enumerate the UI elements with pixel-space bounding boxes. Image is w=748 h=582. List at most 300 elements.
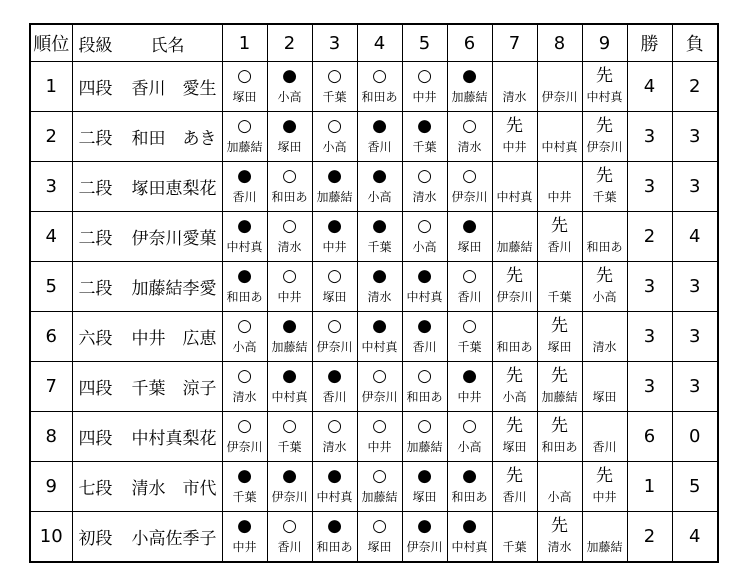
round-cell (492, 162, 537, 212)
player-name: 中村真梨花 (131, 429, 217, 449)
player-name-wrap (79, 474, 217, 499)
result-mark: ● (372, 266, 387, 286)
round-cell (222, 462, 267, 512)
round-cell (267, 62, 312, 112)
opponent-name: 清水 (502, 90, 527, 104)
result-mark: ○ (327, 266, 342, 286)
player-name-cell (72, 62, 222, 112)
result-mark: ○ (372, 66, 387, 86)
result-mark: ○ (282, 416, 297, 436)
rank-cell: 6 (30, 312, 72, 362)
round-cell (357, 462, 402, 512)
result-mark (538, 113, 582, 137)
opponent-name: 中村真 (451, 540, 488, 554)
round-cell (222, 112, 267, 162)
opponent-name: 中井 (547, 190, 572, 204)
result-mark: 先 (551, 366, 568, 386)
result-mark: 先 (551, 216, 568, 236)
result-mark: ○ (372, 416, 387, 436)
rank-cell: 1 (30, 62, 72, 112)
dan-label: 二段 (78, 129, 113, 149)
header-round-9: 9 (582, 24, 627, 62)
result-mark (538, 463, 582, 487)
opponent-name: 塚田 (277, 140, 302, 154)
round-cell (312, 262, 357, 312)
round-cell (447, 312, 492, 362)
opponent-name: 中村真 (361, 340, 398, 354)
player-name-cell (72, 412, 222, 462)
round-cell (402, 512, 447, 563)
round-cell (402, 312, 447, 362)
round-cell (357, 62, 402, 112)
opponent-name: 小高 (322, 140, 347, 154)
round-cell (357, 412, 402, 462)
round-cell (222, 412, 267, 462)
round-cell (357, 212, 402, 262)
result-mark: ○ (462, 416, 477, 436)
opponent-name: 和田あ (496, 340, 533, 354)
opponent-name: 伊奈川 (226, 440, 263, 454)
round-cell (357, 262, 402, 312)
header-round-6: 6 (447, 24, 492, 62)
wins-cell: 4 (627, 62, 672, 112)
opponent-name: 小高 (232, 340, 257, 354)
opponent-name: 千葉 (547, 290, 572, 304)
player-name: 香川 愛生 (131, 79, 217, 99)
opponent-name: 塚田 (232, 90, 257, 104)
round-cell (492, 362, 537, 412)
losses-cell: 3 (672, 112, 718, 162)
player-name-cell (72, 512, 222, 563)
round-cell (267, 362, 312, 412)
opponent-name: 香川 (367, 140, 392, 154)
opponent-name: 清水 (592, 340, 617, 354)
round-cell (492, 62, 537, 112)
result-mark (583, 313, 627, 337)
round-cell (402, 162, 447, 212)
header-dan: 段級 (78, 35, 113, 56)
opponent-name: 加藤結 (361, 490, 398, 504)
dan-label: 二段 (78, 179, 113, 199)
round-cell (537, 512, 582, 563)
opponent-name: 塚田 (547, 340, 572, 354)
round-cell (492, 112, 537, 162)
round-cell (492, 462, 537, 512)
result-mark: ● (282, 316, 297, 336)
result-mark: ○ (282, 266, 297, 286)
opponent-name: 清水 (322, 440, 347, 454)
round-cell (222, 512, 267, 563)
round-cell (492, 212, 537, 262)
rank-cell: 5 (30, 262, 72, 312)
header-round-2: 2 (267, 24, 312, 62)
round-cell (582, 362, 627, 412)
result-mark: ○ (417, 366, 432, 386)
losses-cell: 0 (672, 412, 718, 462)
round-cell (402, 112, 447, 162)
result-mark: ○ (282, 516, 297, 536)
player-row (30, 412, 718, 462)
round-cell (312, 462, 357, 512)
result-mark: ○ (417, 66, 432, 86)
round-cell (582, 412, 627, 462)
result-mark (583, 213, 627, 237)
opponent-name: 清水 (277, 240, 302, 254)
opponent-name: 加藤結 (586, 540, 623, 554)
result-mark: ● (237, 216, 252, 236)
opponent-name: 中村真 (316, 490, 353, 504)
dan-label: 二段 (78, 279, 113, 299)
result-mark: 先 (506, 266, 523, 286)
rank-cell: 3 (30, 162, 72, 212)
header-name: 氏名 (150, 35, 185, 56)
player-name-cell (72, 362, 222, 412)
opponent-name: 千葉 (277, 440, 302, 454)
result-mark: ○ (462, 116, 477, 136)
opponent-name: 中村真 (406, 290, 443, 304)
result-mark: ● (417, 116, 432, 136)
opponent-name: 香川 (547, 240, 572, 254)
opponent-name: 伊奈川 (451, 190, 488, 204)
opponent-name: 中村真 (496, 190, 533, 204)
result-mark (493, 513, 537, 537)
opponent-name: 小高 (457, 440, 482, 454)
result-mark (583, 413, 627, 437)
opponent-name: 加藤結 (271, 340, 308, 354)
round-cell (267, 262, 312, 312)
round-cell (402, 412, 447, 462)
opponent-name: 加藤結 (541, 390, 578, 404)
result-mark: 先 (596, 166, 613, 186)
round-cell (402, 212, 447, 262)
result-mark: ● (417, 516, 432, 536)
player-row (30, 62, 718, 112)
round-cell (582, 162, 627, 212)
opponent-name: 千葉 (367, 240, 392, 254)
wins-cell: 6 (627, 412, 672, 462)
round-cell (537, 412, 582, 462)
result-mark: 先 (596, 66, 613, 86)
opponent-name: 香川 (412, 340, 437, 354)
header-row (30, 24, 718, 62)
rank-cell: 9 (30, 462, 72, 512)
rank-cell: 10 (30, 512, 72, 563)
round-cell (357, 162, 402, 212)
dan-label: 四段 (78, 429, 113, 449)
losses-cell: 3 (672, 162, 718, 212)
round-cell (492, 262, 537, 312)
round-cell (312, 512, 357, 563)
opponent-name: 小高 (502, 390, 527, 404)
result-mark: ● (462, 66, 477, 86)
result-mark: ○ (417, 166, 432, 186)
header-round-4: 4 (357, 24, 402, 62)
round-cell (312, 112, 357, 162)
result-mark: 先 (506, 466, 523, 486)
dan-label: 四段 (78, 379, 113, 399)
losses-cell: 2 (672, 62, 718, 112)
header-rank: 順位 (30, 24, 72, 62)
round-cell (582, 462, 627, 512)
opponent-name: 和田あ (406, 390, 443, 404)
player-name-wrap (79, 274, 217, 299)
round-cell (537, 262, 582, 312)
result-mark (493, 213, 537, 237)
opponent-name: 伊奈川 (541, 90, 578, 104)
player-name: 和田 あき (131, 129, 217, 149)
round-cell (492, 312, 537, 362)
round-cell (267, 112, 312, 162)
result-mark: 先 (506, 366, 523, 386)
losses-cell: 3 (672, 262, 718, 312)
round-cell (222, 362, 267, 412)
wins-cell: 1 (627, 462, 672, 512)
opponent-name: 小高 (592, 290, 617, 304)
round-cell (447, 462, 492, 512)
dan-label: 四段 (78, 79, 113, 99)
opponent-name: 和田あ (541, 440, 578, 454)
player-row (30, 112, 718, 162)
wins-cell: 2 (627, 512, 672, 563)
result-mark: ● (417, 316, 432, 336)
wins-cell: 2 (627, 212, 672, 262)
opponent-name: 加藤結 (496, 240, 533, 254)
result-mark: ○ (327, 66, 342, 86)
result-mark: 先 (596, 266, 613, 286)
round-cell (222, 262, 267, 312)
player-name-wrap (79, 424, 217, 449)
opponent-name: 中井 (367, 440, 392, 454)
round-cell (312, 62, 357, 112)
result-mark: 先 (596, 466, 613, 486)
result-mark: ○ (327, 416, 342, 436)
round-cell (267, 212, 312, 262)
round-cell (582, 262, 627, 312)
result-mark (583, 513, 627, 537)
player-row (30, 162, 718, 212)
result-mark: ● (282, 466, 297, 486)
round-cell (267, 512, 312, 563)
opponent-name: 塚田 (322, 290, 347, 304)
opponent-name: 和田あ (316, 540, 353, 554)
result-mark: ○ (462, 166, 477, 186)
opponent-name: 千葉 (412, 140, 437, 154)
wins-cell: 3 (627, 362, 672, 412)
player-name: 小高佐季子 (131, 529, 217, 549)
result-mark: ● (462, 216, 477, 236)
opponent-name: 清水 (547, 540, 572, 554)
rank-cell: 2 (30, 112, 72, 162)
round-cell (447, 412, 492, 462)
round-cell (357, 362, 402, 412)
result-mark (538, 263, 582, 287)
result-mark (538, 163, 582, 187)
result-mark: ● (327, 466, 342, 486)
opponent-name: 香川 (457, 290, 482, 304)
opponent-name: 和田あ (226, 290, 263, 304)
player-name: 中井 広恵 (131, 329, 217, 349)
round-cell (312, 412, 357, 462)
result-mark (493, 63, 537, 87)
result-mark: ● (462, 466, 477, 486)
wins-cell: 3 (627, 312, 672, 362)
result-mark: 先 (551, 416, 568, 436)
result-mark: 先 (551, 516, 568, 536)
rank-cell: 7 (30, 362, 72, 412)
round-cell (447, 62, 492, 112)
wins-cell: 3 (627, 112, 672, 162)
result-mark: ● (237, 166, 252, 186)
round-cell (312, 312, 357, 362)
opponent-name: 中村真 (541, 140, 578, 154)
round-cell (402, 62, 447, 112)
player-name-wrap (79, 74, 217, 99)
player-name-cell (72, 462, 222, 512)
opponent-name: 伊奈川 (586, 140, 623, 154)
result-mark (493, 313, 537, 337)
opponent-name: 中村真 (226, 240, 263, 254)
opponent-name: 小高 (412, 240, 437, 254)
table-body (30, 62, 718, 563)
result-mark: ○ (237, 316, 252, 336)
round-cell (222, 312, 267, 362)
player-name-wrap (79, 124, 217, 149)
player-name-cell (72, 162, 222, 212)
result-mark: ● (372, 216, 387, 236)
round-cell (447, 112, 492, 162)
player-name: 塚田恵梨花 (131, 179, 217, 199)
round-cell (582, 512, 627, 563)
header-round-1: 1 (222, 24, 267, 62)
result-mark: ● (417, 466, 432, 486)
result-mark: 先 (551, 316, 568, 336)
player-name: 清水 市代 (131, 479, 217, 499)
opponent-name: 中村真 (271, 390, 308, 404)
opponent-name: 香川 (277, 540, 302, 554)
result-mark: ○ (237, 66, 252, 86)
player-name: 伊奈川愛菓 (131, 229, 217, 249)
result-mark: 先 (506, 116, 523, 136)
header-wins: 勝 (627, 24, 672, 62)
losses-cell: 4 (672, 512, 718, 563)
opponent-name: 千葉 (322, 90, 347, 104)
round-cell (582, 312, 627, 362)
table-header (30, 24, 718, 62)
dan-label: 初段 (78, 529, 113, 549)
result-mark: ● (237, 466, 252, 486)
round-cell (312, 212, 357, 262)
player-name-wrap (79, 174, 217, 199)
rank-cell: 4 (30, 212, 72, 262)
result-mark: ○ (237, 366, 252, 386)
player-name-cell (72, 112, 222, 162)
result-mark: ○ (372, 366, 387, 386)
round-cell (222, 62, 267, 112)
result-mark: ● (327, 166, 342, 186)
opponent-name: 塚田 (367, 540, 392, 554)
round-cell (312, 162, 357, 212)
opponent-name: 加藤結 (226, 140, 263, 154)
opponent-name: 香川 (232, 190, 257, 204)
losses-cell: 3 (672, 312, 718, 362)
opponent-name: 中井 (232, 540, 257, 554)
losses-cell: 5 (672, 462, 718, 512)
player-row (30, 212, 718, 262)
opponent-name: 清水 (412, 190, 437, 204)
opponent-name: 中井 (457, 390, 482, 404)
opponent-name: 小高 (547, 490, 572, 504)
opponent-name: 中井 (322, 240, 347, 254)
opponent-name: 中井 (277, 290, 302, 304)
round-cell (402, 362, 447, 412)
opponent-name: 清水 (232, 390, 257, 404)
opponent-name: 伊奈川 (496, 290, 533, 304)
opponent-name: 加藤結 (316, 190, 353, 204)
opponent-name: 加藤結 (406, 440, 443, 454)
opponent-name: 千葉 (502, 540, 527, 554)
opponent-name: 中井 (412, 90, 437, 104)
result-mark: ○ (237, 116, 252, 136)
player-row (30, 362, 718, 412)
dan-label: 二段 (78, 229, 113, 249)
opponent-name: 伊奈川 (271, 490, 308, 504)
result-mark: ● (372, 316, 387, 336)
opponent-name: 中井 (592, 490, 617, 504)
round-cell (537, 362, 582, 412)
losses-cell: 3 (672, 362, 718, 412)
header-dan-name (72, 24, 222, 62)
opponent-name: 千葉 (232, 490, 257, 504)
opponent-name: 伊奈川 (316, 340, 353, 354)
round-cell (537, 212, 582, 262)
round-cell (447, 212, 492, 262)
opponent-name: 清水 (367, 290, 392, 304)
opponent-name: 塚田 (412, 490, 437, 504)
result-mark (583, 363, 627, 387)
header-round-7: 7 (492, 24, 537, 62)
player-name-wrap (79, 524, 217, 549)
result-mark: ● (237, 516, 252, 536)
wins-cell: 3 (627, 262, 672, 312)
header-round-8: 8 (537, 24, 582, 62)
header-round-5: 5 (402, 24, 447, 62)
round-cell (492, 412, 537, 462)
header-round-3: 3 (312, 24, 357, 62)
opponent-name: 和田あ (451, 490, 488, 504)
result-mark: ● (327, 216, 342, 236)
player-name-wrap (79, 324, 217, 349)
round-cell (312, 362, 357, 412)
round-cell (357, 512, 402, 563)
result-mark: ● (327, 516, 342, 536)
result-mark: ○ (327, 316, 342, 336)
result-mark (538, 63, 582, 87)
opponent-name: 中井 (502, 140, 527, 154)
result-mark: ● (237, 266, 252, 286)
opponent-name: 小高 (277, 90, 302, 104)
round-cell (357, 312, 402, 362)
result-mark: ○ (372, 516, 387, 536)
opponent-name: 中村真 (586, 90, 623, 104)
opponent-name: 塚田 (592, 390, 617, 404)
round-cell (267, 312, 312, 362)
opponent-name: 和田あ (271, 190, 308, 204)
player-name-wrap (79, 374, 217, 399)
player-row (30, 262, 718, 312)
result-mark: ○ (462, 316, 477, 336)
opponent-name: 千葉 (592, 190, 617, 204)
player-name-wrap (79, 224, 217, 249)
